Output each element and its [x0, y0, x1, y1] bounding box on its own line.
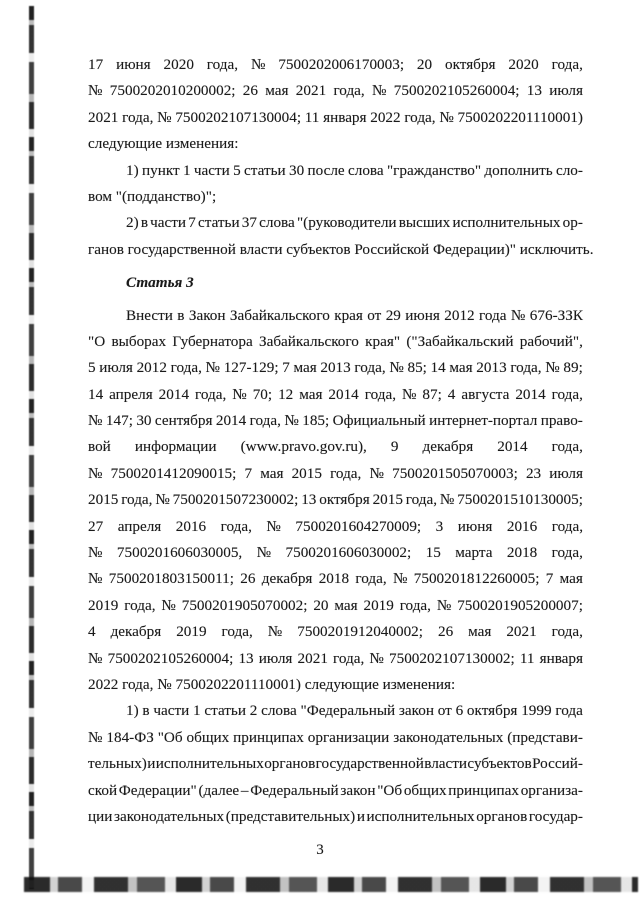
paragraph — [88, 303, 583, 699]
paragraph — [88, 158, 583, 211]
page-number: 3 — [316, 842, 324, 858]
text-line: ской Федерации" (далее – Федеральный закон "Об общих принципах организа- — [88, 781, 583, 799]
text-line: 1) в части 1 статьи 2 слова "Федеральный закон от 6 октября 1999 года — [126, 702, 583, 720]
text-line: № 7500201606030005, № 7500201606030002; 15 марта 2018 года, — [88, 544, 583, 562]
text-line: 2) в части 7 статьи 37 слова "(руководители высших исполнительных ор- — [126, 214, 583, 232]
text-line: Внести в Закон Забайкальского края от 29 июня 2012 года № 676-ЗЗК — [126, 306, 583, 324]
text-line: 2015 года, № 7500201507230002; 13 октября 2015 года, № 7500201510130005; — [88, 491, 583, 509]
text-line: ганов государственной власти субъектов Российской Федерации)" исключить. — [88, 240, 594, 258]
text-line: тельных) и исполнительных органов государственной власти субъектов Россий- — [88, 755, 583, 773]
text-line: 2021 года, № 7500202107130004; 11 января 2022 года, № 7500202201110001) — [88, 108, 583, 126]
text-line: 17 июня 2020 года, № 7500202006170003; 20 октября 2020 года, — [88, 56, 583, 73]
text-line: № 147; 30 сентября 2014 года, № 185; Официальный интернет-портал право- — [88, 412, 583, 430]
text-line: № 184-ФЗ "Об общих принципах организации законодательных (представи- — [88, 728, 583, 746]
text-block — [88, 52, 594, 830]
text-line: 4 декабря 2019 года, № 7500201912040002; 26 мая 2021 года, — [88, 623, 583, 641]
scan-artifact-left-edge — [29, 6, 34, 889]
text-line: вой информации (www.pravo.gov.ru), 9 декабря 2014 года, — [88, 438, 583, 456]
text-line: 5 июля 2012 года, № 127-129; 7 мая 2013 года, № 85; 14 мая 2013 года, № 89; — [88, 359, 583, 377]
text-line: 1) пункт 1 части 5 статьи 30 после слова "гражданство" дополнить сло- — [126, 161, 583, 179]
text-line: "О выборах Губернатора Забайкальского края" ("Забайкальский рабочий", — [88, 332, 583, 350]
text-line: вом "(подданство)"; — [88, 187, 217, 205]
text-line: Статья 3 — [126, 274, 194, 292]
text-line: № 7500202010200002; 26 мая 2021 года, № 7500202105260004; 13 июля — [88, 82, 583, 100]
text-line: 14 апреля 2014 года, № 70; 12 мая 2014 года, № 87; 4 августа 2014 года, — [88, 385, 583, 403]
text-line: следующие изменения: — [88, 135, 239, 153]
paragraph — [88, 210, 594, 263]
text-line: № 7500201412090015; 7 мая 2015 года, № 7500201505070003; 23 июля — [88, 464, 583, 482]
text-line: ции законодательных (представительных) и исполнительных органов государ- — [88, 807, 583, 825]
text-line: 2019 года, № 7500201905070002; 20 мая 2019 года, № 7500201905200007; — [88, 596, 583, 614]
paragraph — [88, 698, 583, 830]
article-heading — [88, 270, 583, 296]
scan-artifact-bottom-edge — [24, 877, 638, 892]
text-line: № 7500201803150011; 26 декабря 2018 года, № 7500201812260005; 7 мая — [88, 570, 583, 588]
text-line: 27 апреля 2016 года, № 7500201604270009; 3 июня 2016 года, — [88, 517, 583, 535]
text-line: № 7500202105260004; 13 июля 2021 года, № 7500202107130002; 11 января — [88, 649, 583, 667]
paragraph — [88, 52, 583, 158]
text-line: 2022 года, № 7500202201110001) следующие изменения: — [88, 675, 456, 693]
